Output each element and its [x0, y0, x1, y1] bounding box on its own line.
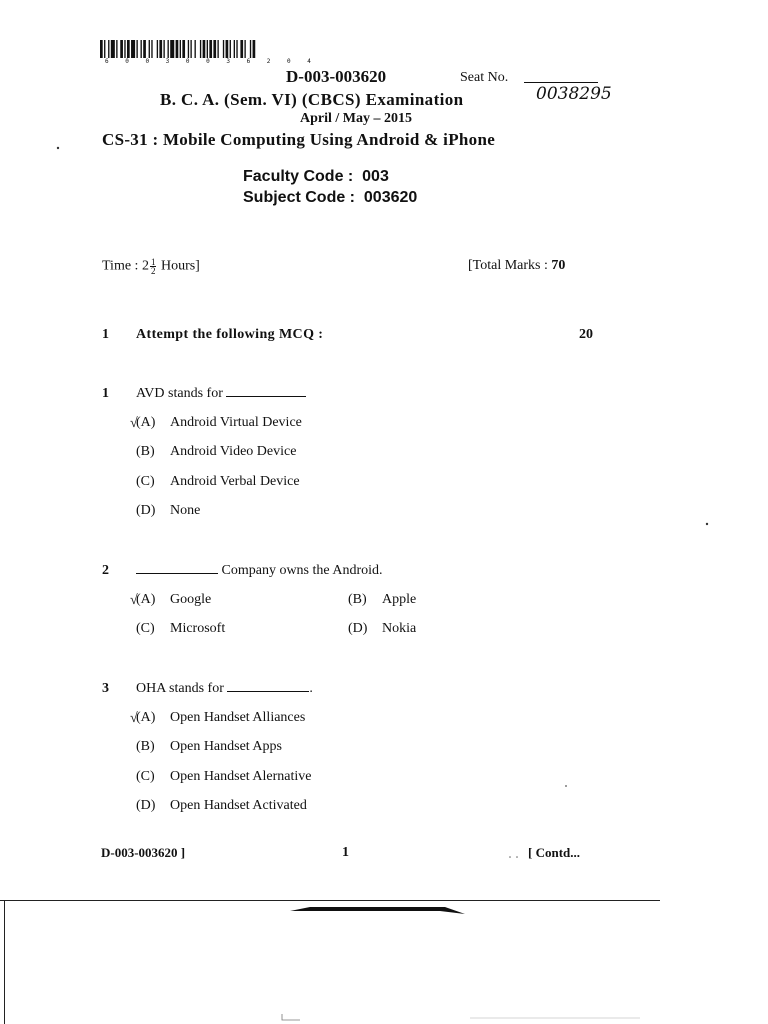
exam-session: April / May – 2015 [300, 111, 412, 126]
question-1-text [136, 386, 306, 402]
paper-code: D-003-003620 [286, 67, 387, 86]
page-number: 1 [342, 845, 349, 860]
time-fraction-denominator: 2 [150, 266, 156, 276]
time-fraction-numerator: 1 [150, 257, 156, 267]
question-1-tick-mark: √ [130, 416, 138, 431]
option-text: Open Handset Apps [170, 739, 282, 754]
section-instruction: Attempt the following MCQ : [136, 327, 324, 342]
question-2-option-b [348, 592, 416, 608]
option-label: (D) [136, 503, 156, 518]
question-3-option-d [136, 798, 307, 814]
faculty-code-sep: : [343, 168, 363, 185]
question-1-blank [226, 386, 306, 397]
barcode [100, 40, 326, 58]
question-2-number: 2 [102, 563, 109, 578]
question-3-option-b [136, 739, 282, 755]
subject-title: CS-31 : Mobile Computing Using Android & iPhone [102, 130, 496, 149]
binding-mark [290, 905, 465, 915]
option-label: (C) [136, 769, 155, 784]
question-3-option-a [136, 710, 305, 726]
faculty-code-value: 003 [362, 168, 389, 185]
question-2-option-a [136, 592, 211, 608]
option-label: (B) [136, 444, 155, 459]
total-marks [468, 258, 565, 274]
question-2-option-c [136, 621, 225, 637]
faculty-code [243, 168, 389, 186]
time-prefix: Time : 2 [102, 258, 149, 274]
option-label: (A) [136, 710, 156, 725]
section-marks: 20 [579, 327, 593, 342]
question-2-blank [136, 563, 218, 574]
question-1-option-a [136, 415, 302, 431]
question-2-tick-mark: √ [130, 593, 138, 608]
time-fraction [150, 258, 157, 275]
option-label: (A) [136, 415, 156, 430]
exam-title: B. C. A. (Sem. VI) (CBCS) Examination [160, 90, 464, 109]
total-marks-label: [Total Marks : [468, 258, 552, 273]
subject-code-value: 003620 [363, 189, 418, 206]
subject-code-label: Subject Code [243, 189, 346, 206]
question-3-option-c [136, 769, 312, 785]
section-number: 1 [102, 327, 109, 342]
option-text: None [170, 503, 201, 518]
option-text: Open Handset Alernative [170, 769, 312, 784]
option-text: Open Handset Alliances [170, 710, 306, 725]
scan-left-edge [4, 900, 5, 1024]
subject-code-sep: : [345, 189, 364, 206]
option-text: Android Video Device [170, 444, 297, 459]
question-1-text-before: AVD stands for [136, 386, 223, 401]
seat-number-line [524, 82, 598, 83]
option-text: Google [170, 592, 212, 607]
question-2-text-after: Company owns the Android. [221, 563, 383, 578]
option-label: (C) [136, 621, 155, 636]
option-label: (B) [136, 739, 155, 754]
seat-number-handwritten: 0038295 [536, 84, 612, 104]
time-allowed [102, 258, 200, 275]
footer-paper-code: D-003-003620 ] [101, 845, 186, 860]
subject-code [243, 189, 417, 207]
question-3-number: 3 [102, 681, 109, 696]
question-2-option-d [348, 621, 416, 637]
question-3-text-after: . [309, 681, 313, 696]
option-text: Android Virtual Device [170, 415, 302, 430]
option-text: Nokia [382, 621, 417, 636]
question-3-text-before: OHA stands for [136, 681, 224, 696]
question-3-text [136, 681, 313, 697]
option-text: Microsoft [170, 621, 226, 636]
option-text: Apple [382, 592, 417, 607]
question-2-text [136, 563, 383, 579]
continued-marker: [ Contd... [528, 845, 581, 860]
option-text: Android Verbal Device [170, 474, 300, 489]
seat-number-label: Seat No. [460, 70, 509, 85]
question-1-option-b [136, 444, 296, 460]
question-1-number: 1 [102, 386, 109, 401]
question-1-option-c [136, 474, 300, 490]
option-label: (D) [348, 621, 368, 636]
option-text: Open Handset Activated [170, 798, 307, 813]
option-label: (B) [348, 592, 367, 607]
time-suffix: Hours] [157, 258, 200, 274]
option-label: (D) [136, 798, 156, 813]
question-1-option-d [136, 503, 200, 519]
option-label: (A) [136, 592, 156, 607]
scan-edge-line [0, 900, 660, 901]
total-marks-value: 70 [551, 258, 566, 273]
question-3-blank [227, 681, 309, 692]
question-3-tick-mark: √ [130, 711, 138, 726]
barcode-digits: 6 0 0 3 0 0 3 6 2 0 4 [105, 58, 318, 65]
option-label: (C) [136, 474, 155, 489]
faculty-code-label: Faculty Code [243, 168, 344, 185]
